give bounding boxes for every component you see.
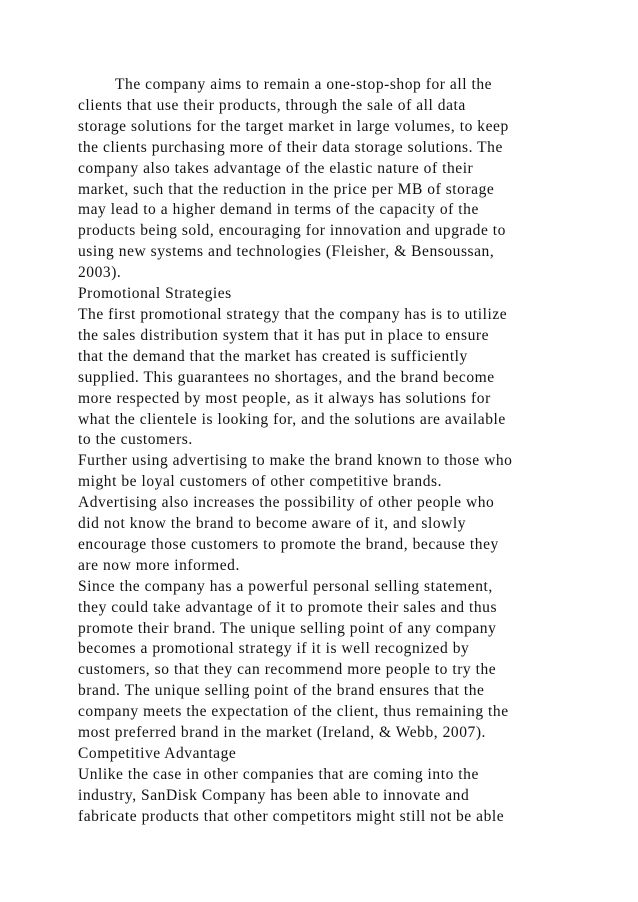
text-line: market, such that the reduction in the price per MB of storage (78, 180, 495, 198)
text-line: that the demand that the market has created is sufficiently (78, 347, 468, 365)
text-line: fabricate products that other competitors might still not be able (78, 807, 505, 825)
section-heading-promotional-strategies: Promotional Strategies (78, 285, 232, 303)
text-line: products being sold, encouraging for innovation and upgrade to (78, 222, 506, 240)
text-line: storage solutions for the target market in large volumes, to keep (78, 117, 509, 135)
text-line: may lead to a higher demand in terms of the capacity of the (78, 201, 479, 219)
text-line: encourage those customers to promote the brand, because they (78, 535, 499, 553)
text-line: the sales distribution system that it has put in place to ensure (78, 326, 490, 344)
text-line: company also takes advantage of the elastic nature of their (78, 159, 474, 177)
text-line: more respected by most people, as it always has solutions for (78, 389, 491, 407)
text-line: industry, SanDisk Company has been able to innovate and (78, 786, 470, 804)
text-line: are now more informed. (78, 556, 240, 574)
text-line: clients that use their products, through the sale of all data (78, 96, 466, 114)
text-line: company meets the expectation of the client, thus remaining the (78, 703, 509, 721)
section-heading-competitive-advantage: Competitive Advantage (78, 745, 237, 762)
text-line: Since the company has a powerful personal selling statement, (78, 577, 493, 595)
text-line: Unlike the case in other companies that are coming into the (78, 765, 479, 783)
text-line: The company aims to remain a one-stop-shop for all the (115, 76, 493, 93)
text-line: brand. The unique selling point of the brand ensures that the (78, 682, 485, 700)
text-line: promote their brand. The unique selling point of any company (78, 619, 497, 637)
text-line: becomes a promotional strategy if it is well recognized by (78, 640, 470, 658)
text-line: customers, so that they can recommend more people to try the (78, 661, 497, 679)
text-line: to the customers. (78, 431, 193, 449)
text-line: The first promotional strategy that the company has is to utilize (78, 305, 508, 323)
text-line: most preferred brand in the market (Ireland, & Webb, 2007). (78, 724, 486, 742)
text-line: 2003). (78, 264, 122, 282)
text-line: what the clientele is looking for, and the solutions are available (78, 410, 506, 428)
document-body (78, 75, 568, 828)
text-line: did not know the brand to become aware of it, and slowly (78, 515, 467, 533)
text-line: supplied. This guarantees no shortages, and the brand become (78, 368, 495, 386)
text-line: might be loyal customers of other competitive brands. (78, 473, 443, 491)
text-line: the clients purchasing more of their data storage solutions. The (78, 138, 503, 156)
text-line: Further using advertising to make the brand known to those who (78, 452, 513, 470)
text-line: they could take advantage of it to promote their sales and thus (78, 598, 498, 616)
text-line: using new systems and technologies (Fleisher, & Bensoussan, (78, 243, 495, 261)
text-line: Advertising also increases the possibility of other people who (78, 494, 495, 512)
